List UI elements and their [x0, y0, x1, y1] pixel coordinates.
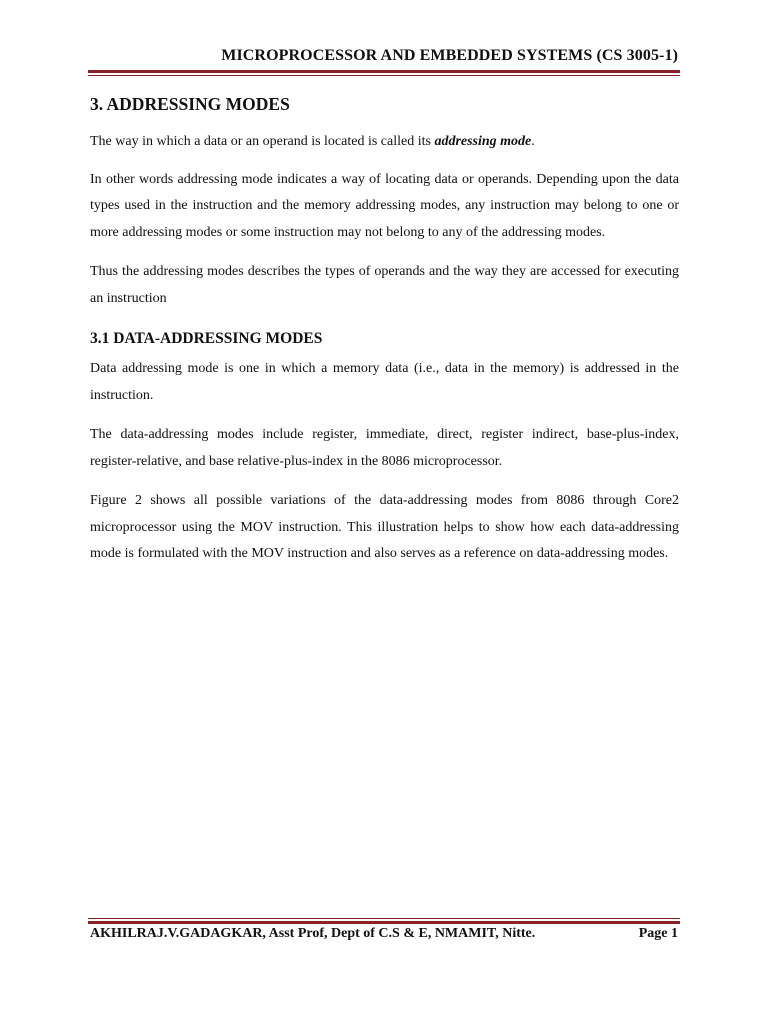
paragraph: In other words addressing mode indicates a way of locating data or operands. Depending upon the data types used in the instruction and the memory addressing modes, any instruction may belong to one or more addressing modes or some instruction may not belong to any of the addressing modes.	[90, 171, 679, 240]
footer-author: AKHILRAJ.V.GADAGKAR, Asst Prof, Dept of C.S & E, NMAMIT, Nitte.	[90, 926, 536, 941]
intro-text-end: .	[531, 134, 535, 149]
subsection-heading: 3.1 DATA-ADDRESSING MODES	[90, 330, 323, 347]
paragraph: The data-addressing modes include register, immediate, direct, register indirect, base-plus-index, register-relative, and base relative-plus-index in the 8086 microprocessor.	[90, 427, 679, 469]
section-heading: 3. ADDRESSING MODES	[90, 94, 290, 114]
footer-rule-thin	[88, 918, 680, 919]
footer-rule-thick	[88, 921, 680, 924]
addressing-mode-term: addressing mode	[434, 134, 532, 149]
header-rule-thin	[88, 75, 680, 76]
page-body	[90, 94, 679, 581]
intro-text: The way in which a data or an operand is located is called its	[90, 134, 435, 149]
paragraph: Figure 2 shows all possible variations of the data-addressing modes from 8086 through Core2 microprocessor using the MOV instruction. This illustration helps to show how each data-addressing mode is formulated with the MOV instruction and also serves as a reference on data-addressing modes.	[90, 493, 679, 561]
intro-paragraph	[90, 129, 679, 156]
paragraph: Data addressing mode is one in which a memory data (i.e., data in the memory) is addressed in the instruction.	[90, 361, 679, 403]
paragraph: Thus the addressing modes describes the types of operands and the way they are accessed for executing an instruction	[90, 264, 679, 306]
header-rule-thick	[88, 70, 680, 73]
page-number: Page 1	[638, 926, 678, 941]
running-header: MICROPROCESSOR AND EMBEDDED SYSTEMS (CS 3005-1)	[221, 47, 678, 64]
